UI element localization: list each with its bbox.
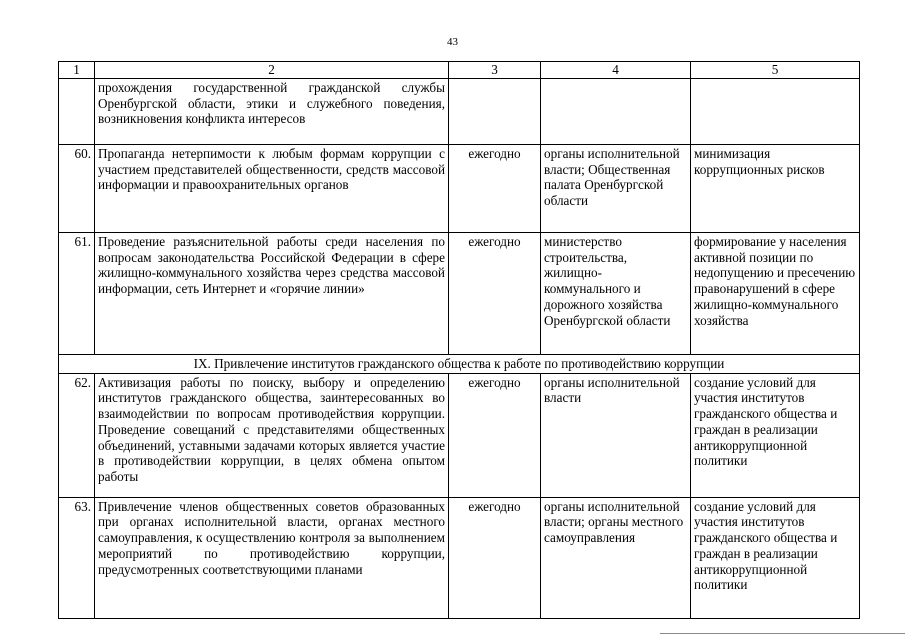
measure-name: Активизация работы по поиску, выбору и определению институтов гражданского общества, заинтересованных во взаимодействии по вопросам противодействия коррупции. Проведение совещаний с представителями общественных объединений, уставными задачами которых является участие в противодействии коррупции, в целях обмена опытом работы [95, 373, 449, 497]
measure-term: ежегодно [449, 373, 541, 497]
measure-term: ежегодно [449, 497, 541, 618]
table-row [59, 497, 860, 618]
measure-name: Пропаганда нетерпимости к любым формам коррупции с участием представителей общественности, средств массовой информации и правоохранительных органов [95, 145, 449, 233]
measure-executor: органы исполнительной власти [541, 373, 691, 497]
section-title: IX. Привлечение институтов гражданского общества к работе по противодействию коррупции [59, 355, 860, 374]
row-number [59, 79, 95, 145]
table-row [59, 79, 860, 145]
measure-result: минимизация коррупционных рисков [691, 145, 860, 233]
table-row [59, 145, 860, 233]
measure-result [691, 79, 860, 145]
column-number-2: 2 [95, 62, 449, 79]
measure-result: создание условий для участия институтов гражданского общества и граждан в реализации антикоррупционной политики [691, 497, 860, 618]
row-number: 63. [59, 497, 95, 618]
section-row [59, 355, 860, 374]
column-number-4: 4 [541, 62, 691, 79]
row-number: 61. [59, 233, 95, 355]
column-number-3: 3 [449, 62, 541, 79]
measure-executor: органы исполнительной власти; органы местного самоуправления [541, 497, 691, 618]
table-row [59, 233, 860, 355]
measure-result: формирование у населения активной позиции по недопущению и пресечению правонарушений в сфере жилищно-коммунального хозяйства [691, 233, 860, 355]
measure-name: прохождения государственной гражданской службы Оренбургской области, этики и служебного поведения, возникновения конфликта интересов [95, 79, 449, 145]
measures-table [58, 61, 860, 619]
measure-executor [541, 79, 691, 145]
measure-term: ежегодно [449, 145, 541, 233]
measure-executor: министерство строительства, жилищно-коммунального и дорожного хозяйства Оренбургской области [541, 233, 691, 355]
measure-result: создание условий для участия институтов гражданского общества и граждан в реализации антикоррупционной политики [691, 373, 860, 497]
measure-name: Привлечение членов общественных советов образованных при органах исполнительной власти, органах местного самоуправления, к осуществлению контроля за выполнением мероприятий по противодействию коррупции, предусмотренных соответствующими планами [95, 497, 449, 618]
page-number: 43 [447, 36, 458, 48]
table-row [59, 373, 860, 497]
row-number: 62. [59, 373, 95, 497]
measure-term: ежегодно [449, 233, 541, 355]
measure-name: Проведение разъяснительной работы среди населения по вопросам законодательства Российской Федерации в сфере жилищно-коммунального хозяйства через средства массовой информации, сеть Интернет и «горячие линии» [95, 233, 449, 355]
row-number: 60. [59, 145, 95, 233]
measure-executor: органы исполнительной власти; Общественная палата Оренбургской области [541, 145, 691, 233]
column-number-row [59, 62, 860, 79]
column-number-5: 5 [691, 62, 860, 79]
measure-term [449, 79, 541, 145]
column-number-1: 1 [59, 62, 95, 79]
page-bottom-rule [660, 633, 905, 634]
